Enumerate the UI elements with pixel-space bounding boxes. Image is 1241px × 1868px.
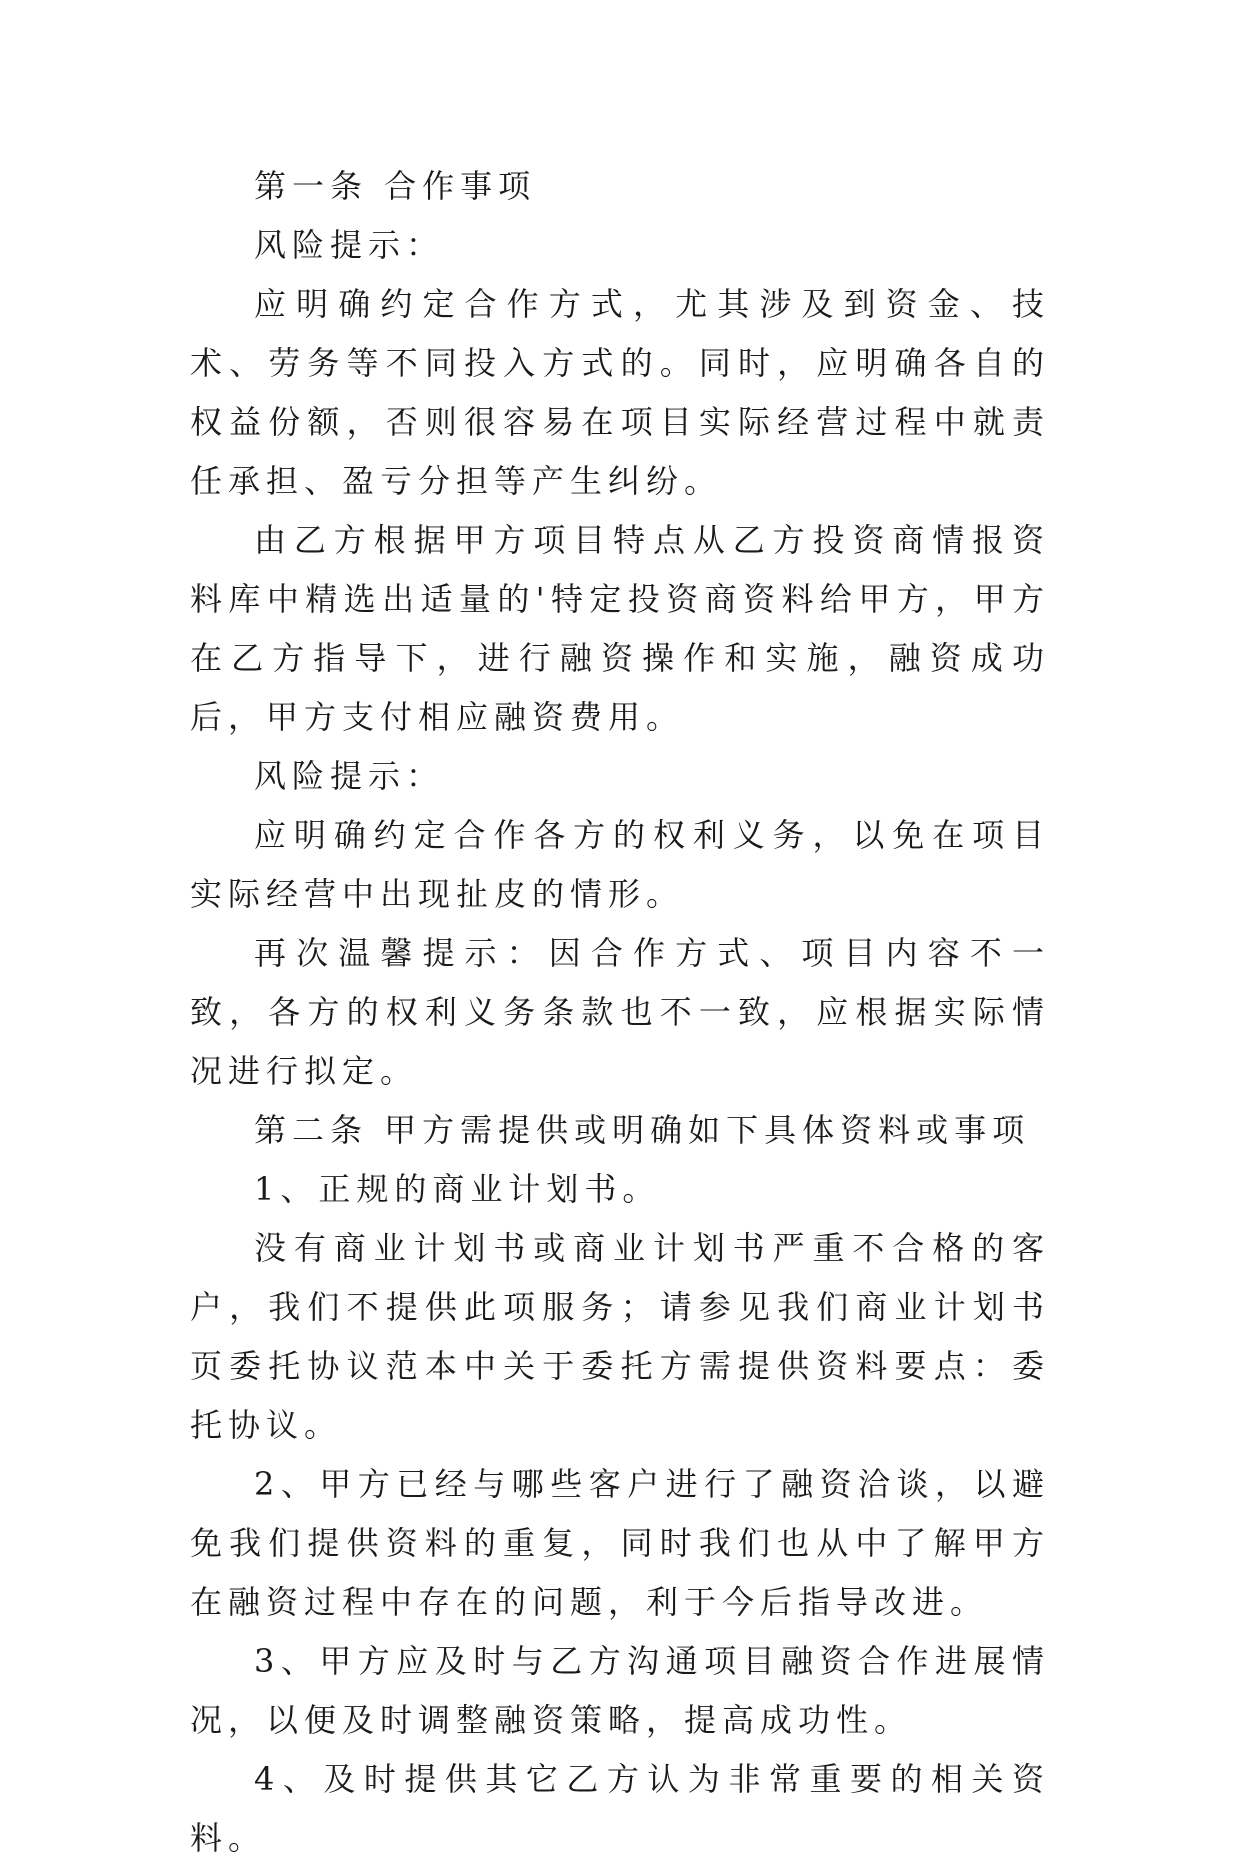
list-item: 1、正规的商业计划书。 [254,1170,661,1208]
paragraph: 应明确约定合作方式，尤其涉及到资金、技术、劳务等不同投入方式的。同时，应明确各自的权益份额，否则很容易在项目实际经营过程中就责任承担、盈亏分担等产生纠纷。 [190,285,1050,500]
article-1-heading: 第一条 合作事项 [254,167,537,205]
paragraph: 没有商业计划书或商业计划书严重不合格的客户，我们不提供此项服务；请参见我们商业计划书页委托协议范本中关于委托方需提供资料要点：委托协议。 [190,1229,1050,1444]
risk-notice-label: 风险提示： [254,226,445,264]
document-body [190,157,1050,1868]
list-item: 3、甲方应及时与乙方沟通项目融资合作进展情况，以便及时调整融资策略，提高成功性。 [190,1642,1050,1739]
list-item: 2、甲方已经与哪些客户进行了融资洽谈，以避免我们提供资料的重复，同时我们也从中了解甲方在融资过程中存在的问题，利于今后指导改进。 [190,1465,1050,1621]
paragraph: 应明确约定合作各方的权利义务，以免在项目实际经营中出现扯皮的情形。 [190,816,1050,913]
list-item: 4、及时提供其它乙方认为非常重要的相关资料。 [190,1760,1050,1857]
paragraph: 由乙方根据甲方项目特点从乙方投资商情报资料库中精选出适量的'特定投资商资料给甲方，甲方在乙方指导下，进行融资操作和实施，融资成功后，甲方支付相应融资费用。 [190,521,1050,736]
article-2-heading: 第二条 甲方需提供或明确如下具体资料或事项 [254,1111,1031,1149]
paragraph: 再次温馨提示：因合作方式、项目内容不一致，各方的权利义务条款也不一致，应根据实际情况进行拟定。 [190,934,1050,1090]
risk-notice-label: 风险提示： [254,757,445,795]
